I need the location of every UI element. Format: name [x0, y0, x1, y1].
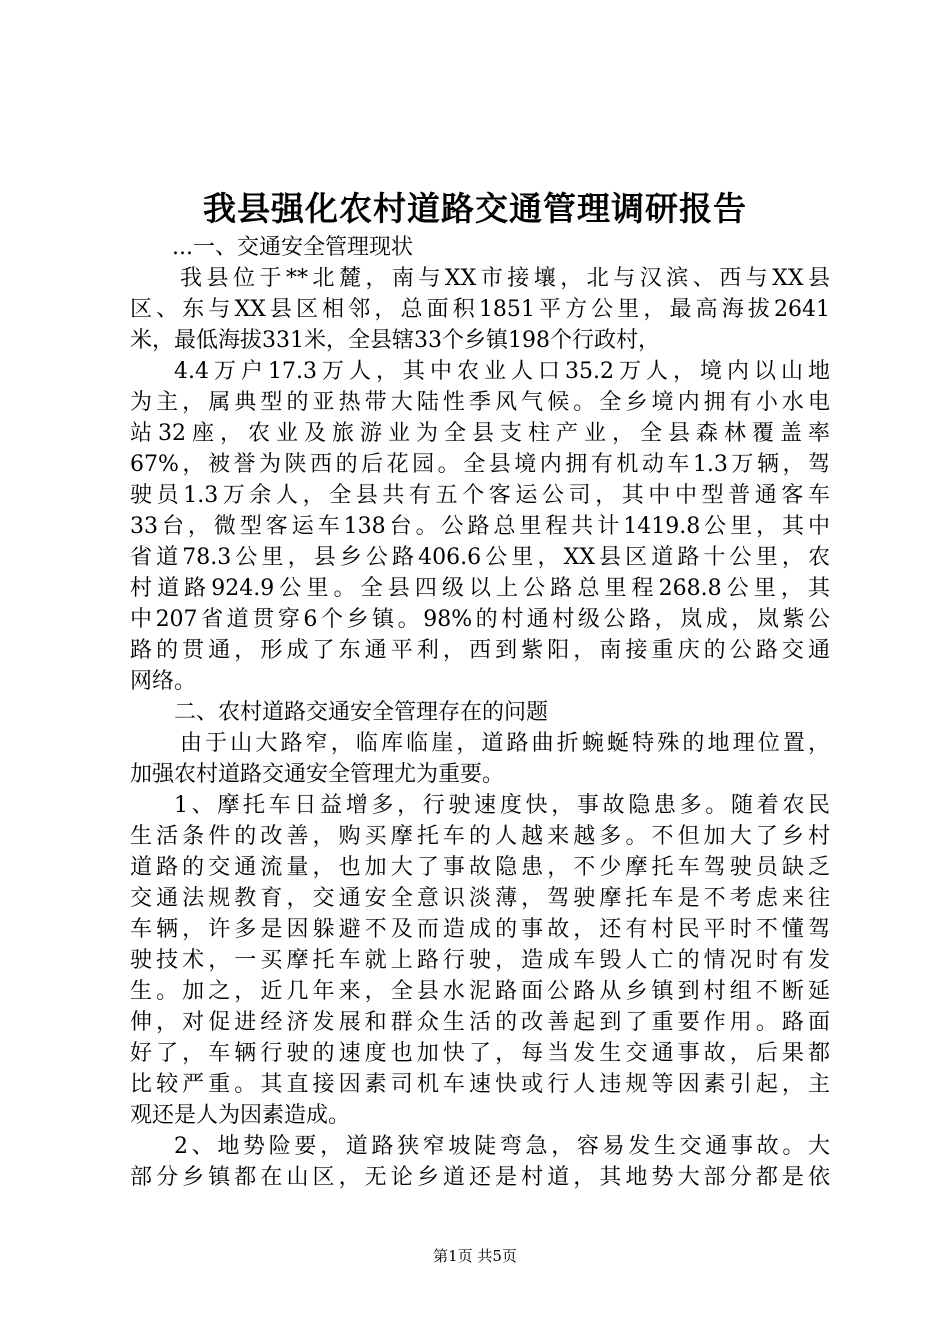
text-line: ...一、交通安全管理现状: [172, 235, 413, 260]
text-line: 2、地势险要，道路狭窄坡陡弯急，容易发生交通事故。大: [174, 1134, 830, 1159]
document-title: 我县强化农村道路交通管理调研报告: [203, 189, 747, 228]
text-line: 由于山大路窄，临库临崖，道路曲折蜿蜒特殊的地理位置，: [180, 731, 830, 756]
text-line: 33台，微型客运车138台。公路总里程共计1419.8公里，其中: [130, 514, 830, 539]
text-line: 站32座，农业及旅游业为全县支柱产业，全县森林覆盖率: [130, 421, 830, 446]
text-line: 比较严重。其直接因素司机车速快或行人违规等因素引起，主: [130, 1072, 830, 1097]
text-line: 中207省道贯穿6个乡镇。98%的村通村级公路，岚成，岚紫公: [130, 607, 830, 632]
text-line: 道路的交通流量，也加大了事故隐患，不少摩托车驾驶员缺乏: [130, 855, 830, 880]
text-line: 1、摩托车日益增多，行驶速度快，事故隐患多。随着农民: [174, 793, 830, 818]
text-line: 网络。: [130, 669, 197, 694]
page-footer: 第1页 共5页: [433, 1247, 517, 1265]
text-line: 生。加之，近几年来，全县水泥路面公路从乡镇到村组不断延: [130, 979, 830, 1004]
text-line: 驶员1.3万余人，全县共有五个客运公司，其中中型普通客车: [130, 483, 830, 508]
text-line: 路的贯通，形成了东通平利，西到紫阳，南接重庆的公路交通: [130, 638, 830, 663]
text-line: 村道路924.9公里。全县四级以上公路总里程268.8公里，其: [130, 576, 830, 601]
text-line: 部分乡镇都在山区，无论乡道还是村道，其地势大部分都是依: [130, 1165, 830, 1190]
text-line: 米，最低海拔331米，全县辖33个乡镇198个行政村，: [130, 328, 660, 353]
text-line: 加强农村道路交通安全管理尤为重要。: [130, 762, 505, 787]
text-line: 区、东与XX县区相邻，总面积1851平方公里，最高海拔2641: [130, 297, 830, 322]
text-line: 为主，属典型的亚热带大陆性季风气候。全乡境内拥有小水电: [130, 390, 830, 415]
text-line: 我县位于**北麓，南与XX市接壤，北与汉滨、西与XX县: [180, 266, 830, 291]
text-line: 省道78.3公里，县乡公路406.6公里，XX县区道路十公里，农: [130, 545, 830, 570]
document-body: [130, 232, 830, 1193]
text-line: 驶技术，一买摩托车就上路行驶，造成车毁人亡的情况时有发: [130, 948, 830, 973]
text-line: 4.4万户17.3万人，其中农业人口35.2万人，境内以山地: [174, 359, 830, 384]
text-line: 车辆，许多是因躲避不及而造成的事故，还有村民平时不懂驾: [130, 917, 830, 942]
text-line: 观还是人为因素造成。: [130, 1103, 351, 1128]
text-line: 伸，对促进经济发展和群众生活的改善起到了重要作用。路面: [130, 1010, 830, 1035]
text-line: 67%，被誉为陕西的后花园。全县境内拥有机动车1.3万辆，驾: [130, 452, 830, 477]
text-line: 二、农村道路交通安全管理存在的问题: [174, 700, 549, 725]
text-line: 好了，车辆行驶的速度也加快了，每当发生交通事故，后果都: [130, 1041, 830, 1066]
text-line: 生活条件的改善，购买摩托车的人越来越多。不但加大了乡村: [130, 824, 830, 849]
text-line: 交通法规教育，交通安全意识淡薄，驾驶摩托车是不考虑来往: [130, 886, 830, 911]
